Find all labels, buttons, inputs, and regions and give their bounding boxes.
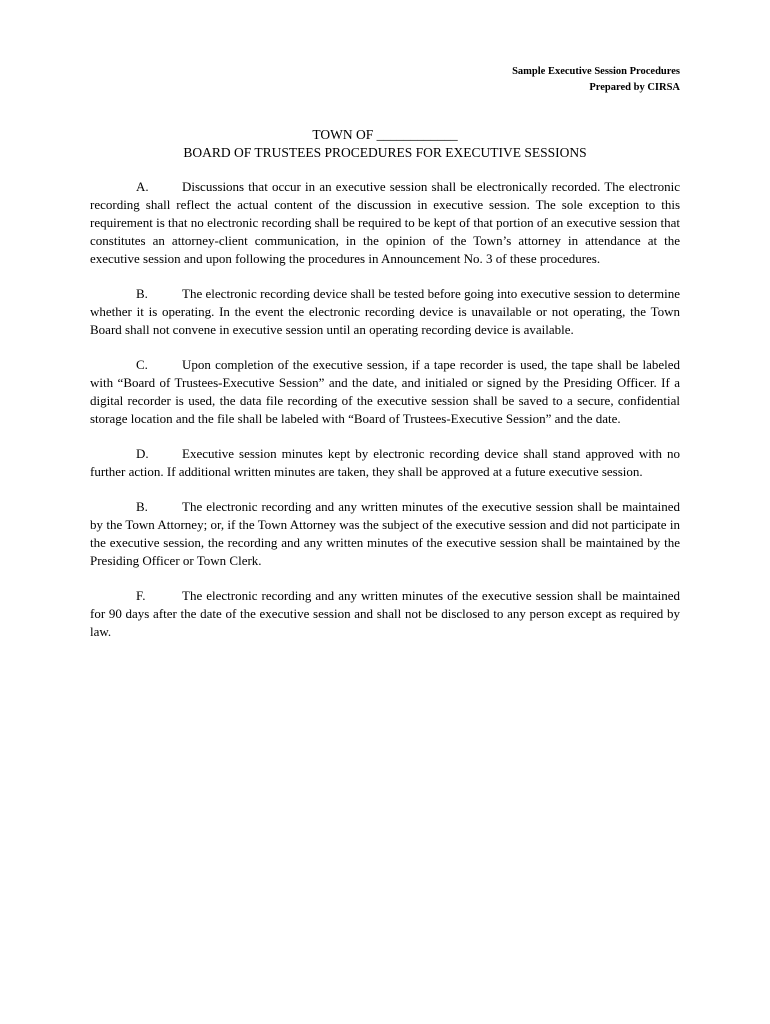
document-header	[512, 64, 680, 96]
paragraph-letter: C.	[136, 357, 148, 372]
paragraph-b	[90, 285, 680, 339]
title-procedures: BOARD OF TRUSTEES PROCEDURES FOR EXECUTIVE SESSIONS	[183, 145, 587, 160]
paragraph-letter: B.	[136, 499, 148, 514]
paragraph-letter: F.	[136, 588, 146, 603]
paragraph-a	[90, 178, 680, 268]
title-town-of: TOWN OF ____________	[312, 127, 458, 142]
document-title	[90, 126, 680, 162]
paragraph-text: Discussions that occur in an executive session shall be electronically recorded. The electronic recording shall reflect the actual content of the discussion in executive session. The sole exception to this requirement is that no electronic recording shall be required to be kept of that portion of an executive session that constitutes an attorney-client communication, in the opinion of the Town’s attorney in attendance at the executive session and upon following the procedures in Announcement No. 3 of these procedures.	[90, 179, 680, 266]
paragraph-f	[90, 587, 680, 641]
paragraph-text: The electronic recording and any written minutes of the executive session shall be maintained for 90 days after the date of the executive session and shall not be disclosed to any person except as required by law.	[90, 588, 680, 639]
header-line-prepared-by: Prepared by CIRSA	[589, 82, 680, 93]
header-line-procedures: Sample Executive Session Procedures	[512, 66, 680, 77]
paragraph-e	[90, 498, 680, 570]
paragraph-text: Upon completion of the executive session, if a tape recorder is used, the tape shall be labeled with “Board of Trustees-Executive Session” and the date, and initialed or signed by the Presiding Officer. If a digital recorder is used, the data file recording of the executive session shall be saved to a secure, confidential storage location and the file shall be labeled with “Board of Trustees-Executive Session” and the date.	[90, 357, 680, 426]
paragraph-letter: A.	[136, 179, 149, 194]
paragraph-text: The electronic recording device shall be tested before going into executive session to determine whether it is operating. In the event the electronic recording device is unavailable or not operating, the Town Board shall not convene in executive session until an operating recording device is available.	[90, 286, 680, 337]
paragraph-c	[90, 356, 680, 428]
document-body	[90, 178, 680, 658]
paragraph-letter: D.	[136, 446, 149, 461]
paragraph-letter: B.	[136, 286, 148, 301]
paragraph-text: The electronic recording and any written minutes of the executive session shall be maintained by the Town Attorney; or, if the Town Attorney was the subject of the executive session and did not participate in the executive session, the recording and any written minutes of the executive session shall be maintained by the Presiding Officer or Town Clerk.	[90, 499, 680, 568]
paragraph-d	[90, 445, 680, 481]
paragraph-text: Executive session minutes kept by electronic recording device shall stand approved with no further action. If additional written minutes are taken, they shall be approved at a future executive session.	[90, 446, 680, 479]
